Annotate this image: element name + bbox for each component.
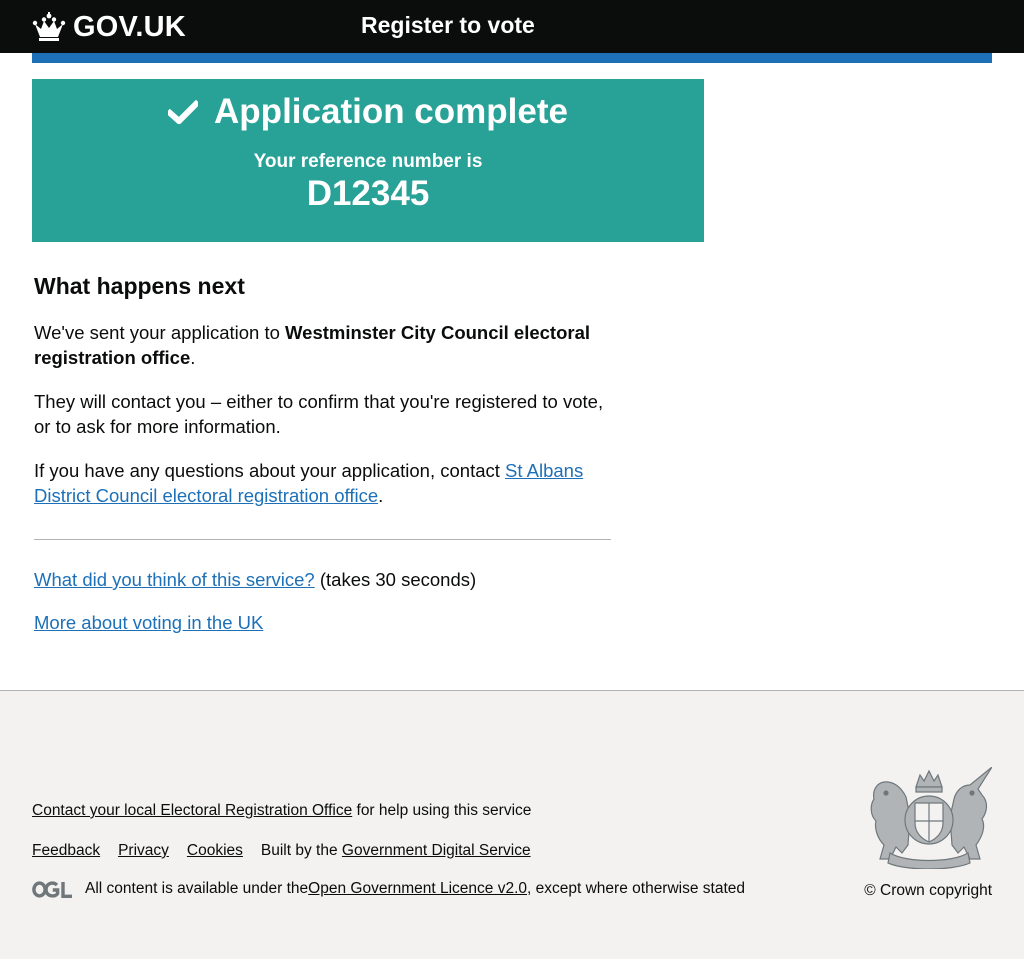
licence-suffix: , except where otherwise stated <box>527 880 746 897</box>
site-footer <box>0 690 1024 959</box>
p3-prefix: If you have any questions about your application, contact <box>34 460 506 481</box>
footer-link-privacy[interactable]: Privacy <box>118 842 169 859</box>
main-content <box>34 270 614 527</box>
footer-help-suffix: for help using this service <box>352 802 532 819</box>
more-about-voting-link[interactable]: More about voting in the UK <box>34 612 264 633</box>
contact-paragraph: They will contact you – either to confirm that you're registered to vote, or to ask for more information. <box>34 391 604 437</box>
crown-copyright: © Crown copyright <box>864 882 992 899</box>
panel-title-text: Application complete <box>214 92 568 131</box>
service-name-link[interactable]: Register to vote <box>361 12 535 38</box>
more-about-voting-row <box>34 610 263 635</box>
reference-number: D12345 <box>306 174 430 213</box>
feedback-survey-link[interactable]: What did you think of this service? <box>34 569 315 590</box>
govuk-logo-link[interactable] <box>32 10 186 44</box>
crown-icon <box>32 12 66 42</box>
ogl-logo-icon <box>32 881 73 898</box>
st-albans-office-link[interactable]: St Albans District Council electoral registration office <box>34 460 584 506</box>
royal-coat-of-arms-icon <box>866 767 992 869</box>
header-blue-bar <box>32 53 992 63</box>
p1-suffix: . <box>190 347 196 368</box>
panel-title <box>32 92 704 132</box>
footer-licence <box>32 880 745 898</box>
tick-icon <box>168 100 198 124</box>
footer-link-cookies[interactable]: Cookies <box>186 842 243 859</box>
built-by <box>261 842 549 860</box>
footer-link-feedback[interactable]: Feedback <box>32 842 101 859</box>
footer-help <box>32 802 531 820</box>
section-divider <box>34 539 611 540</box>
logo-text: GOV.UK <box>73 10 186 43</box>
p1-prefix: We've sent your application to <box>34 322 286 343</box>
contact-ero-link[interactable]: Contact your local Electoral Registration Office <box>32 802 353 819</box>
site-header <box>0 0 1024 53</box>
feedback-duration: (takes 30 seconds) <box>314 569 477 590</box>
office-name: Westminster City Council electoral registration office <box>34 322 591 368</box>
reference-label: Your reference number is <box>253 151 483 172</box>
feedback-row <box>34 567 476 592</box>
what-happens-next-heading: What happens next <box>34 273 245 299</box>
confirmation-panel <box>32 79 704 242</box>
licence-prefix: All content is available under the <box>85 880 309 897</box>
footer-nav <box>32 842 549 860</box>
gds-link[interactable]: Government Digital Service <box>341 842 531 859</box>
built-by-prefix: Built by the <box>260 842 342 859</box>
p3-suffix: . <box>378 485 384 506</box>
sent-application-paragraph <box>34 320 614 370</box>
ogl-link[interactable]: Open Government Licence v2.0 <box>308 880 528 897</box>
questions-paragraph <box>34 458 614 508</box>
